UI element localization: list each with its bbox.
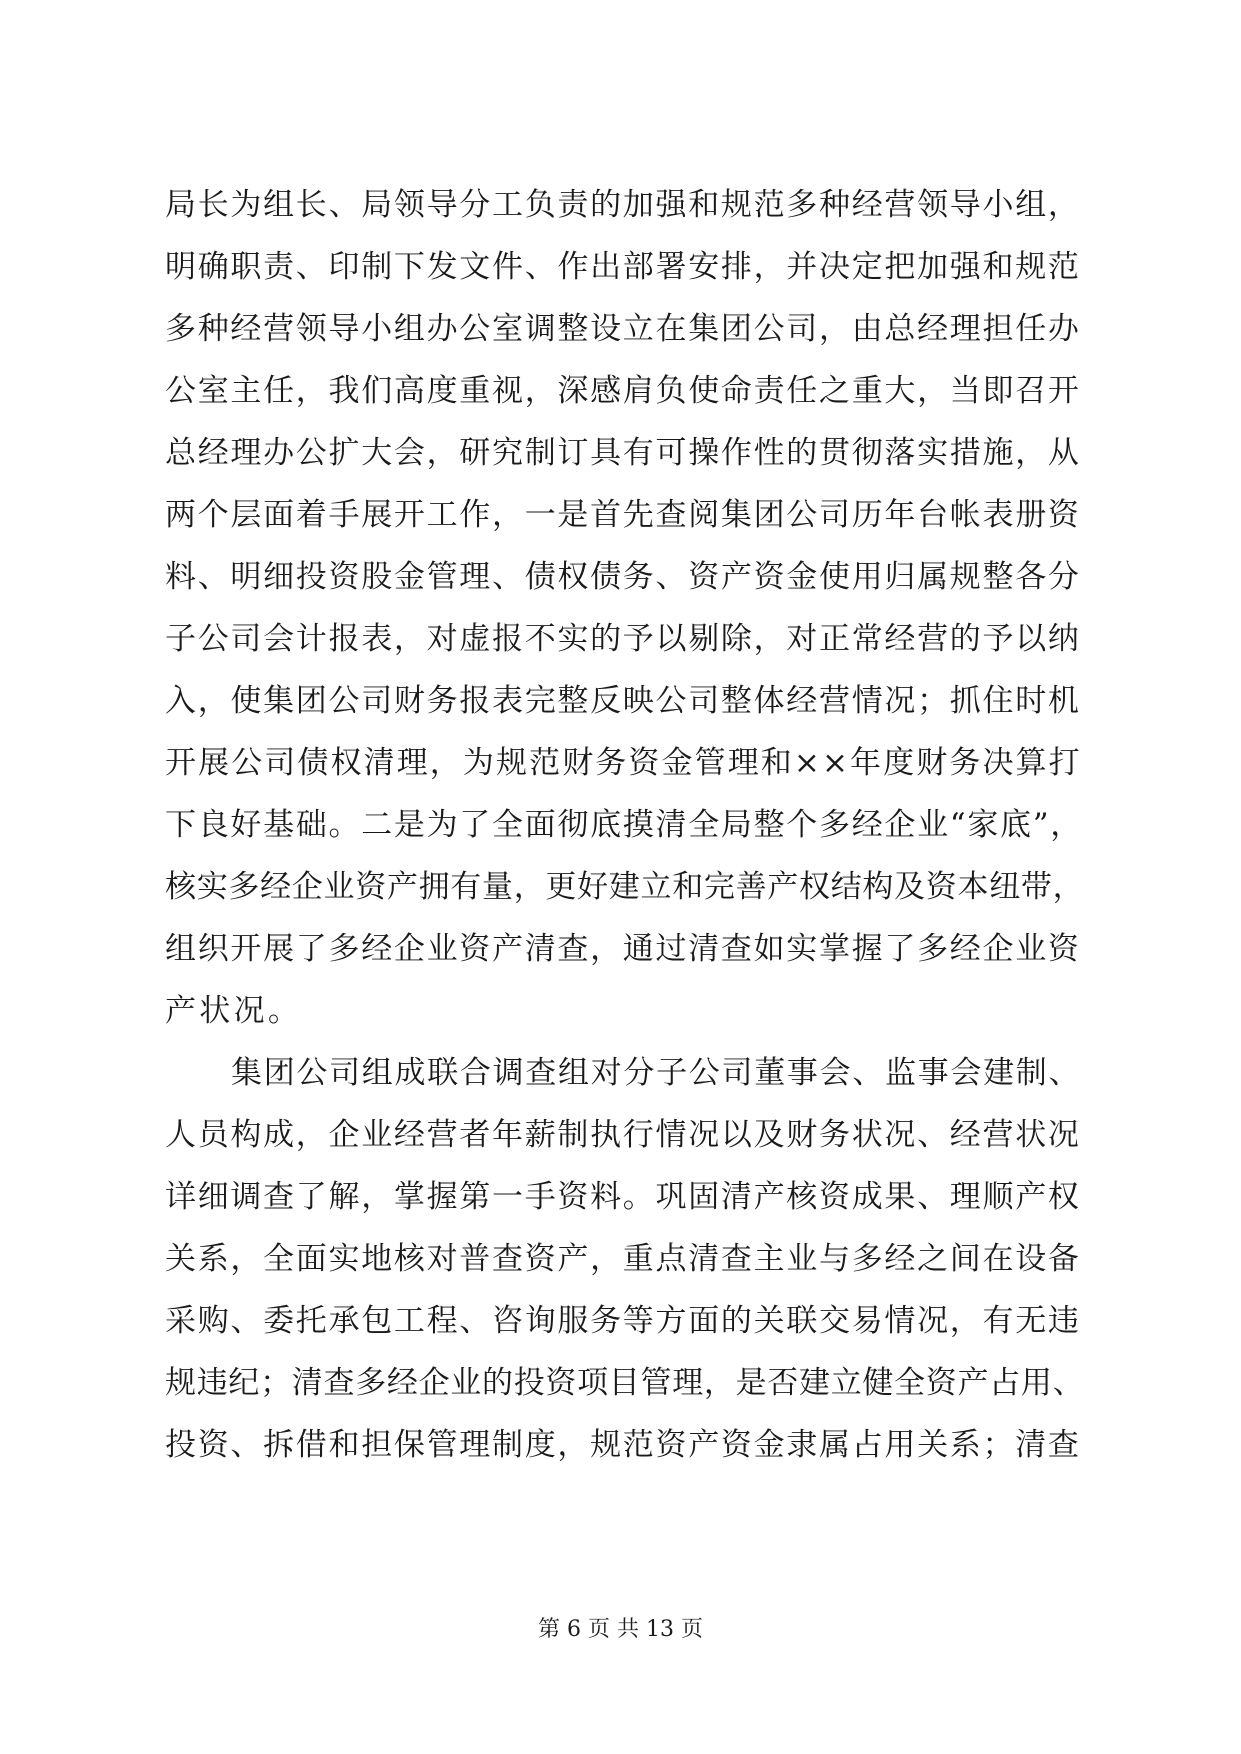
text-line: 采购、委托承包工程、咨询服务等方面的关联交易情况，有无违	[165, 1303, 1081, 1339]
text-line: 局长为组长、局领导分工负责的加强和规范多种经营领导小组，	[165, 187, 1081, 223]
text-line: 公室主任，我们高度重视，深感肩负使命责任之重大，当即召开	[165, 373, 1081, 409]
text-line: 规违纪；清查多经企业的投资项目管理，是否建立健全资产占用、	[165, 1365, 1085, 1401]
text-line: 组织开展了多经企业资产清查，通过清查如实掌握了多经企业资	[165, 931, 1081, 967]
text-line: 投资、拆借和担保管理制度，规范资产资金隶属占用关系；清查	[165, 1427, 1081, 1463]
text-line: 入，使集团公司财务报表完整反映公司整体经营情况；抓住时机	[165, 683, 1081, 719]
text-line: 人员构成，企业经营者年薪制执行情况以及财务状况、经营状况	[165, 1117, 1081, 1153]
text-line: 总经理办公扩大会，研究制订具有可操作性的贯彻落实措施，从	[165, 435, 1081, 471]
text-line: 料、明细投资股金管理、债权债务、资产资金使用归属规整各分	[165, 559, 1081, 595]
text-line: 两个层面着手展开工作，一是首先查阅集团公司历年台帐表册资	[165, 497, 1081, 533]
text-line: 产状况。	[165, 993, 303, 1029]
text-line: 下良好基础。二是为了全面彻底摸清全局整个多经企业“家底”，	[165, 807, 1083, 843]
text-line: 详细调查了解，掌握第一手资料。巩固清产核资成果、理顺产权	[165, 1179, 1081, 1215]
paragraph-start-line: 集团公司组成联合调查组对分子公司董事会、监事会建制、	[231, 1055, 1082, 1091]
text-line: 多种经营领导小组办公室调整设立在集团公司，由总经理担任办	[165, 311, 1081, 347]
text-line: 子公司会计报表，对虚报不实的予以剔除，对正常经营的予以纳	[165, 621, 1081, 657]
text-line: 开展公司债权清理，为规范财务资金管理和××年度财务决算打	[165, 745, 1082, 781]
text-line: 关系，全面实地核对普查资产，重点清查主业与多经之间在设备	[165, 1241, 1081, 1277]
text-line: 明确职责、印制下发文件、作出部署安排，并决定把加强和规范	[165, 249, 1081, 285]
text-line: 核实多经企业资产拥有量，更好建立和完善产权结构及资本纽带，	[165, 869, 1085, 905]
page-number-footer: 第 6 页 共 13 页	[538, 1617, 703, 1642]
